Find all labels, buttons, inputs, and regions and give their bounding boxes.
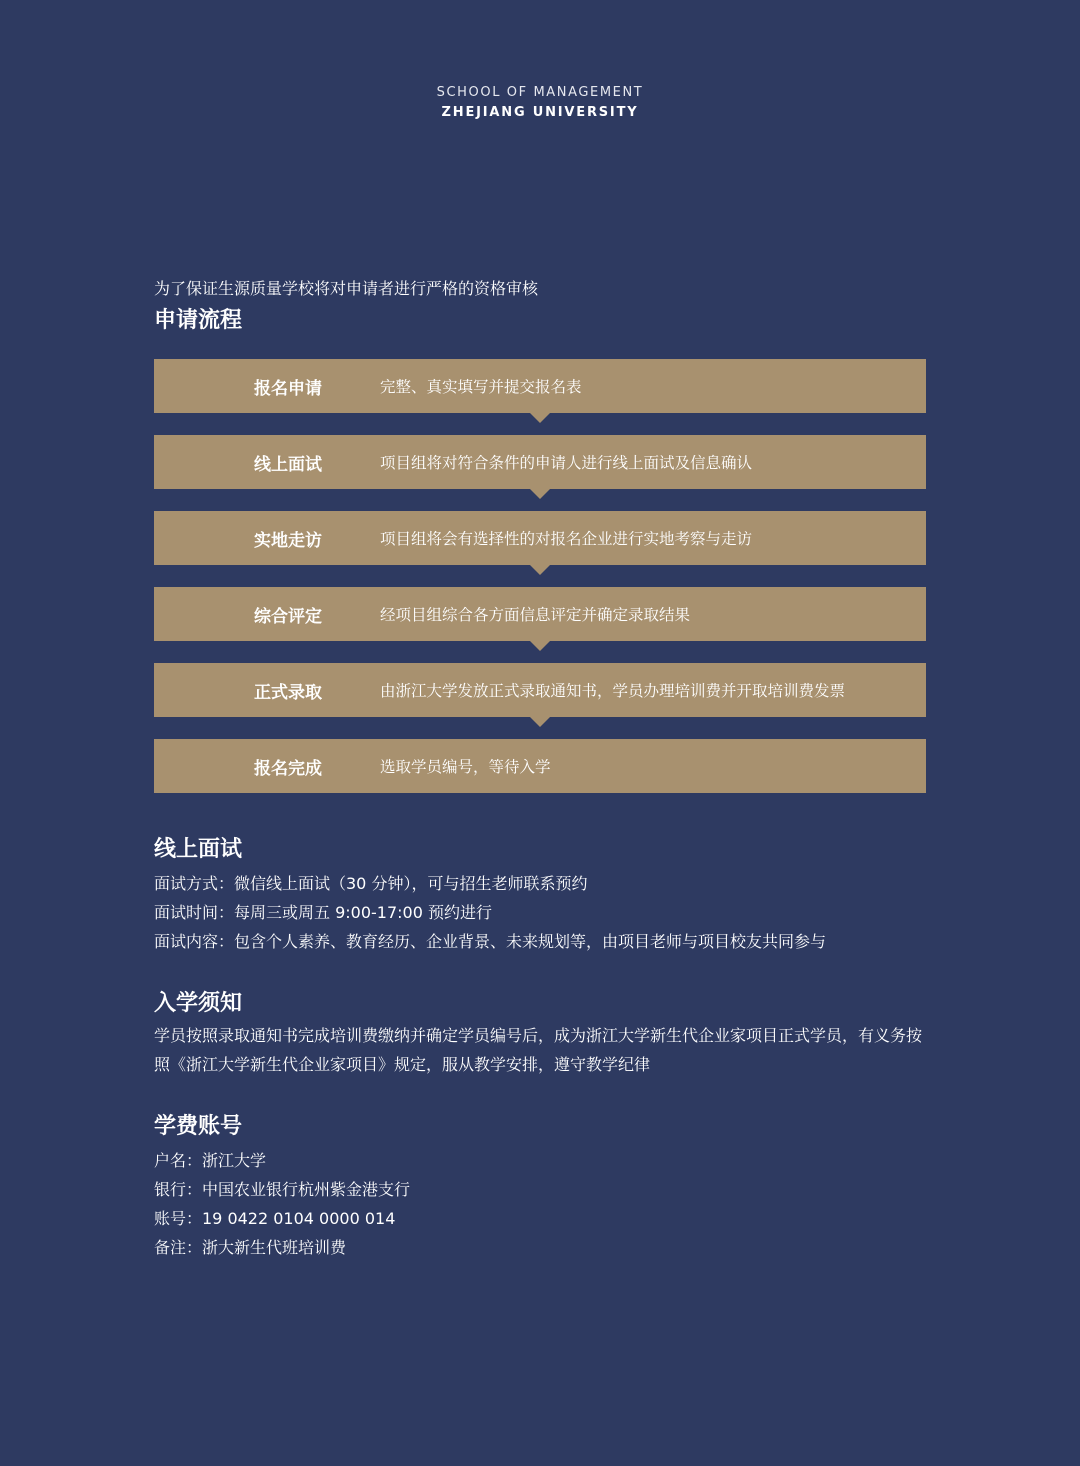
down-arrow-icon (530, 489, 550, 499)
step-description: 项目组将会有选择性的对报名企业进行实地考察与走访 (380, 530, 753, 548)
account-holder: 户名：浙江大学 (154, 1151, 267, 1170)
flow-step (154, 511, 926, 565)
step-description: 完整、真实填写并提交报名表 (380, 378, 582, 396)
account-bank: 银行：中国农业银行杭州紫金港支行 (154, 1180, 411, 1199)
flow-section-title: 申请流程 (154, 308, 243, 333)
account-number: 账号：19 0422 0104 0000 014 (154, 1209, 396, 1228)
interview-method: 面试方式：微信线上面试（30 分钟），可与招生老师联系预约 (154, 874, 588, 893)
interview-content: 面试内容：包含个人素养、教育经历、企业背景、未来规划等，由项目老师与项目校友共同参与 (154, 932, 827, 951)
down-arrow-icon (530, 641, 550, 651)
interview-time: 面试时间：每周三或周五 9:00-17:00 预约进行 (154, 903, 492, 922)
intro-text: 为了保证生源质量学校将对申请者进行严格的资格审核 (154, 279, 539, 298)
flow-step (154, 663, 926, 717)
interview-section (154, 835, 926, 956)
application-flow (154, 359, 926, 793)
flow-step (154, 435, 926, 489)
step-name: 报名完成 (254, 758, 322, 779)
step-description: 经项目组综合各方面信息评定并确定录取结果 (380, 606, 691, 624)
account-section (154, 1112, 926, 1262)
step-description: 项目组将对符合条件的申请人进行线上面试及信息确认 (380, 454, 753, 472)
step-name: 综合评定 (254, 606, 322, 627)
admission-text: 学员按照录取通知书完成培训费缴纳并确定学员编号后，成为浙江大学新生代企业家项目正式学员，有义务按照《浙江大学新生代企业家项目》规定，服从教学安排，遵守教学纪律 (154, 1026, 923, 1074)
down-arrow-icon (530, 717, 550, 727)
account-details (154, 1146, 926, 1262)
step-name: 线上面试 (254, 454, 322, 475)
step-name: 报名申请 (254, 378, 322, 399)
account-note: 备注：浙大新生代班培训费 (154, 1238, 347, 1257)
down-arrow-icon (530, 565, 550, 575)
step-description: 由浙江大学发放正式录取通知书，学员办理培训费并开取培训费发票 (380, 682, 846, 700)
brand-university-name: ZHEJIANG UNIVERSITY (441, 105, 639, 120)
interview-section-title: 线上面试 (154, 837, 243, 862)
step-name: 实地走访 (254, 530, 322, 551)
main-content (154, 278, 926, 1262)
step-name: 正式录取 (254, 682, 322, 703)
interview-details (154, 869, 926, 956)
flow-step (154, 587, 926, 641)
admission-section (154, 989, 926, 1079)
brand-header (0, 84, 1080, 124)
step-description: 选取学员编号，等待入学 (380, 758, 551, 776)
admission-section-title: 入学须知 (154, 991, 243, 1016)
brand-school-name: SCHOOL OF MANAGEMENT (436, 85, 644, 100)
flow-step (154, 359, 926, 413)
account-section-title: 学费账号 (154, 1114, 243, 1139)
down-arrow-icon (530, 413, 550, 423)
flow-step (154, 739, 926, 793)
